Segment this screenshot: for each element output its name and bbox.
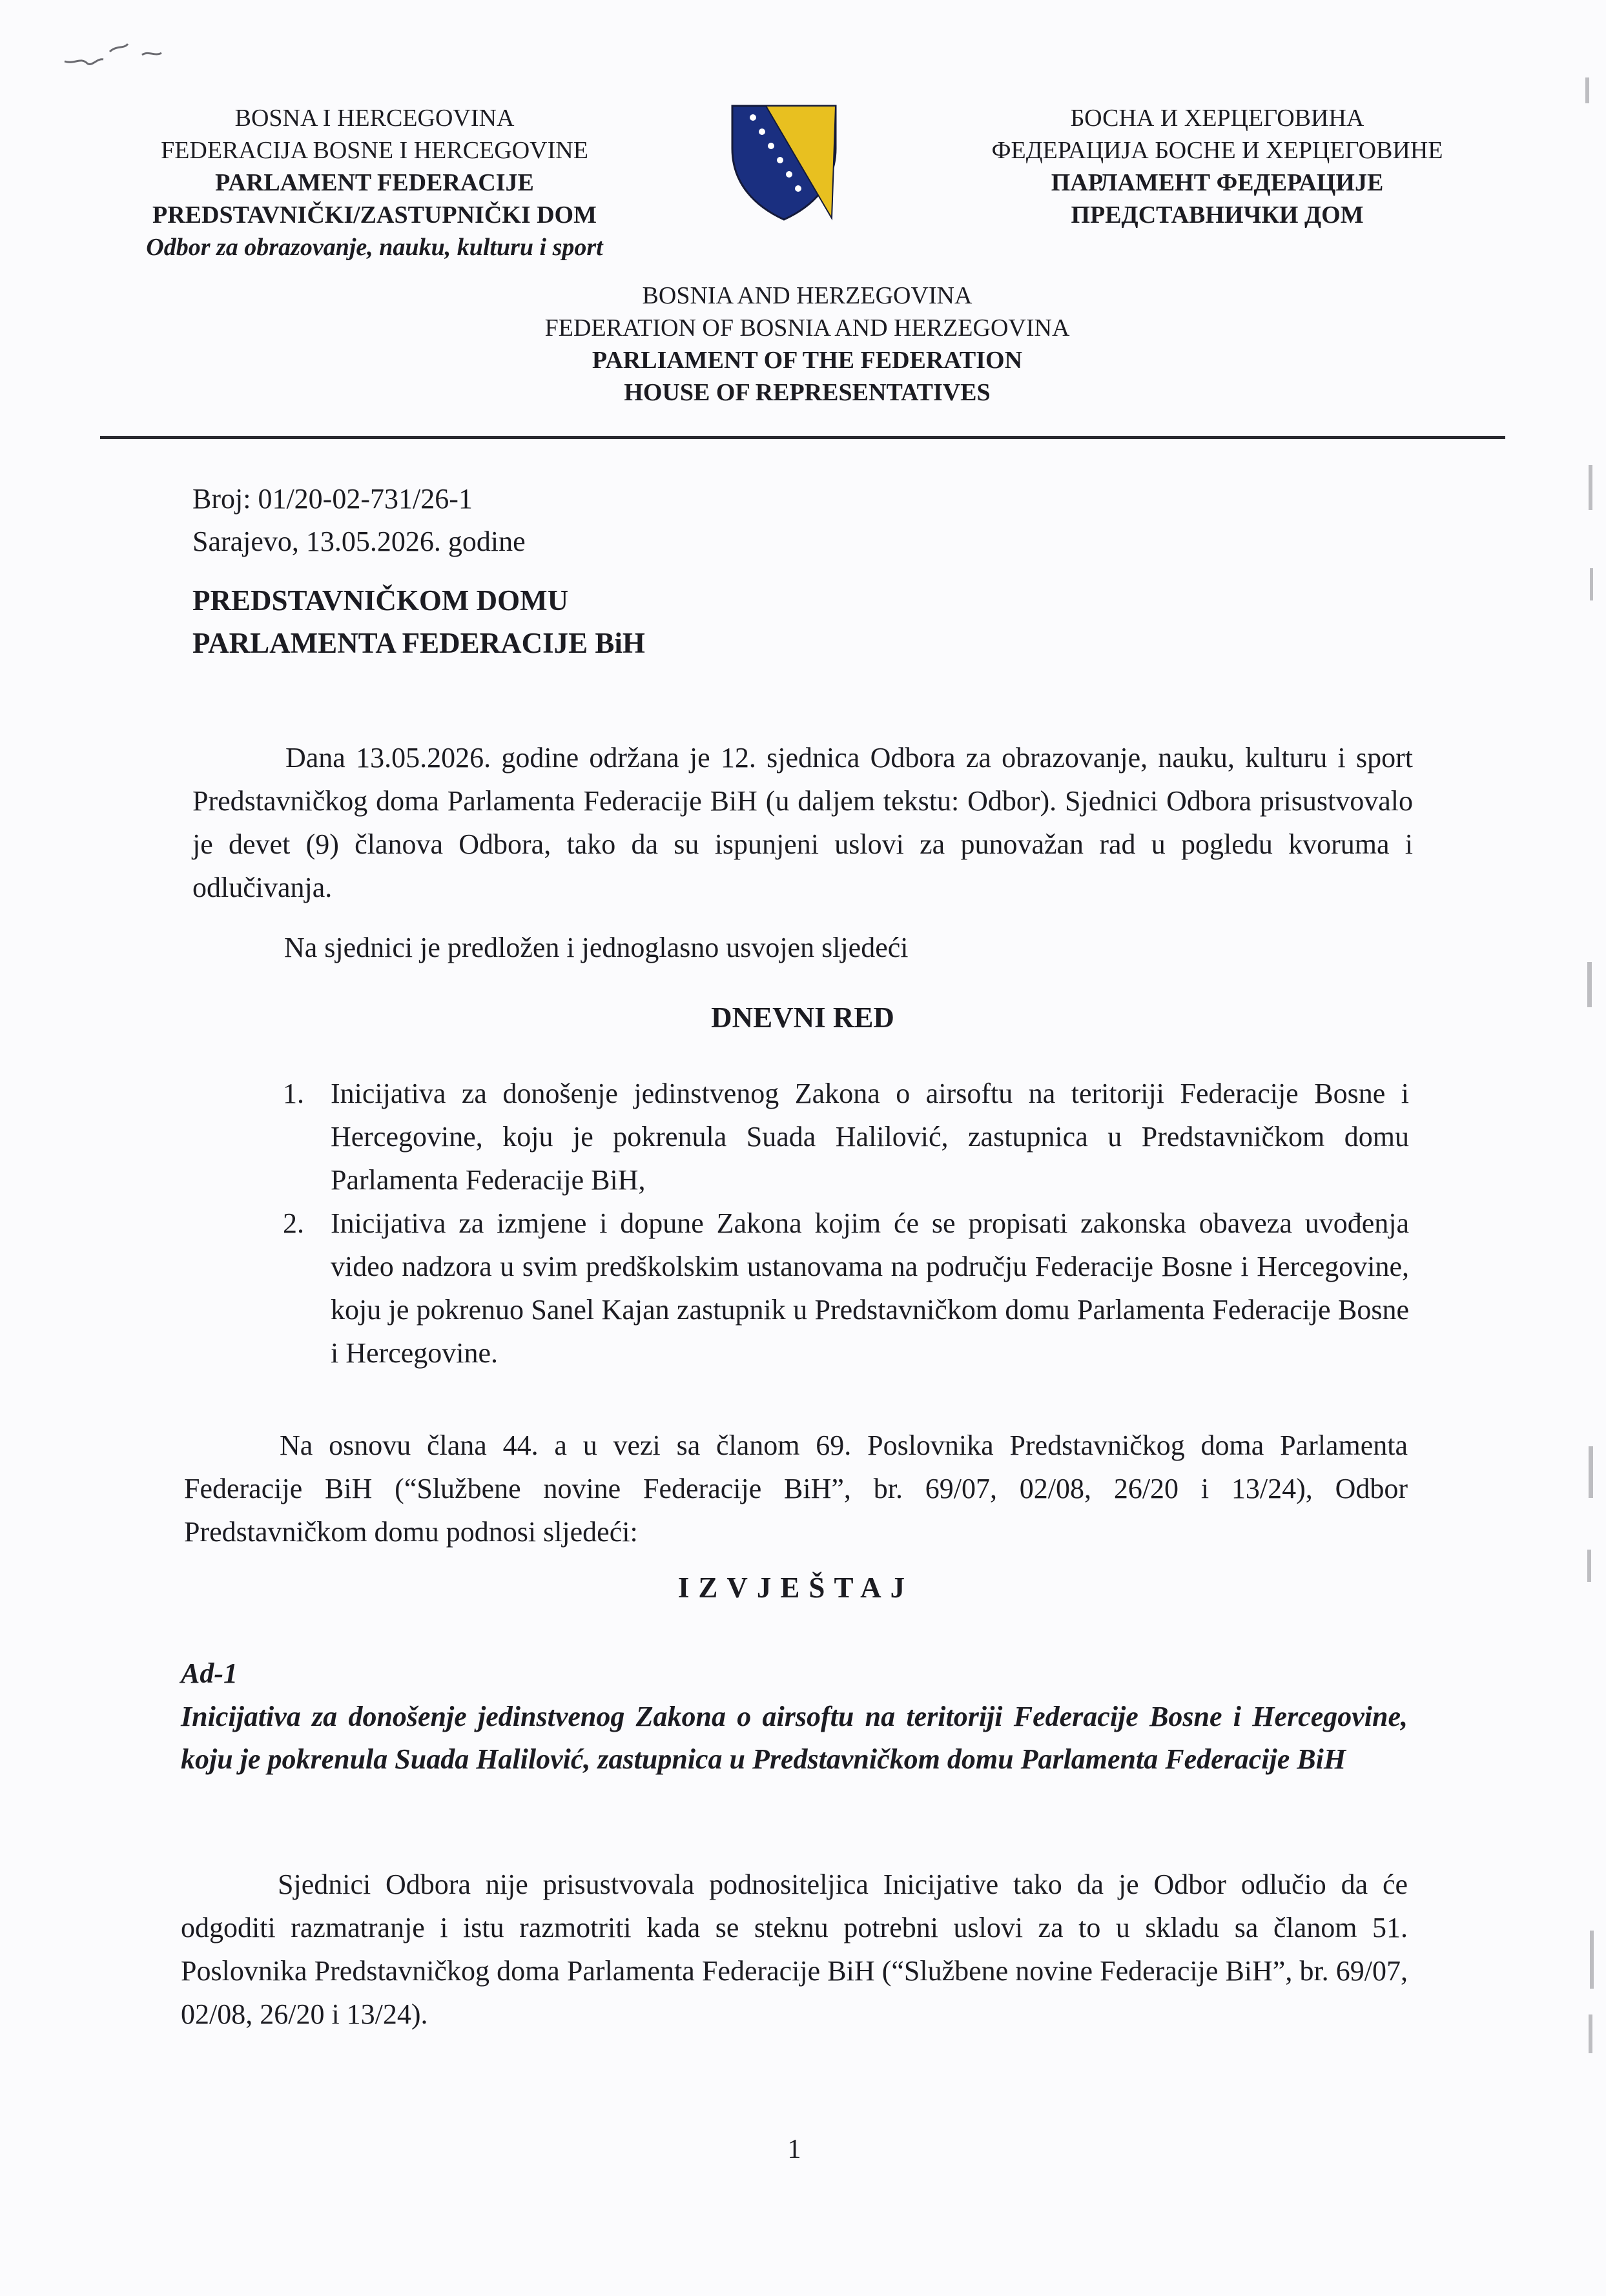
document-meta: [192, 478, 967, 563]
legal-basis-paragraph: Na osnovu člana 44. a u vezi sa članom 69. Poslovnika Predstavničkog doma Parlamenta Federacije BiH (“Službene novine Federacije BiH”, br. 69/07, 02/08, 26/20 i 13/24), Odbor Predstavničkom domu podnosi sljedeći:: [184, 1430, 1408, 1548]
addressee: [192, 579, 1032, 664]
header-left-country: BOSNA I HERCEGOVINA: [234, 105, 515, 132]
header-en-house: HOUSE OF REPRESENTATIVES: [624, 379, 991, 406]
scan-edge-noise: [1590, 568, 1593, 600]
agenda-item-text: Inicijativa za izmjene i dopune Zakona kojim će se propisati zakonska obaveza uvođenja video nadzora u svim predškolskim ustanovama na području Federacije Bosne i Hercegovine, koju je pokrenuo Sanel Kajan zastupnik u Predstavničkom domu Parlamenta Federacije Bosne i Hercegovine.: [331, 1207, 1409, 1369]
header-right-entity: ФЕДЕРАЦИЈА БОСНЕ И ХЕРЦЕГОВИНЕ: [991, 137, 1443, 164]
addressee-line1: PREDSTAVNIČKOM DOMU: [192, 584, 569, 617]
header-left-parliament: PARLAMENT FEDERACIJE: [215, 169, 534, 196]
scan-edge-noise: [1587, 1550, 1591, 1582]
agenda-item: [271, 1202, 1409, 1375]
agenda-intro: Na sjednici je predložen i jednoglasno usvojen sljedeći: [284, 932, 909, 963]
header-left-house: PREDSTAVNIČKI/ZASTUPNIČKI DOM: [152, 201, 597, 229]
ad1-section: [181, 1653, 1408, 1781]
agenda-title: DNEVNI RED: [711, 1001, 894, 1034]
agenda-item-text: Inicijativa za donošenje jedinstvenog Zakona o airsoftu na teritoriji Federacije Bosne i Hercegovine, koju je pokrenula Suada Halilović, zastupnica u Predstavničkom domu Parlamenta Federacije BiH,: [331, 1078, 1409, 1196]
scan-edge-noise: [1590, 1931, 1594, 1989]
document-number: Broj: 01/20-02-731/26-1: [192, 483, 473, 515]
addressee-line2: PARLAMENTA FEDERACIJE BiH: [192, 627, 645, 659]
intro-paragraph: Dana 13.05.2026. godine održana je 12. sjednica Odbora za obrazovanje, nauku, kulturu i sport Predstavničkog doma Parlamenta Federacije BiH (u daljem tekstu: Odbor). Sjednici Odbora prisustvovalo je devet (9) članova Odbora, tako da su ispunjeni uslovi za punovažan rad u pogledu kvoruma i odlučivanja.: [192, 742, 1413, 903]
header-right: [930, 102, 1505, 231]
scan-edge-noise: [1585, 77, 1589, 103]
header-en-country: BOSNIA AND HERZEGOVINA: [642, 282, 973, 309]
header-left-committee: Odbor za obrazovanje, nauku, kulturu i sport: [146, 234, 603, 261]
report-title: IZVJEŠTAJ: [677, 1572, 914, 1604]
header-divider: [100, 436, 1505, 439]
header-english: [452, 280, 1162, 409]
scan-edge-noise: [1587, 962, 1592, 1007]
scan-edge-noise: [1589, 2014, 1592, 2053]
header-left: [116, 102, 633, 263]
document-place-date: Sarajevo, 13.05.2026. godine: [192, 526, 526, 557]
handwritten-mark: [52, 26, 181, 84]
scan-edge-noise: [1589, 1446, 1593, 1498]
header-en-entity: FEDERATION OF BOSNIA AND HERZEGOVINA: [544, 314, 1070, 342]
coat-of-arms-icon: [728, 103, 839, 222]
agenda-item: [271, 1072, 1409, 1202]
agenda-item-number: 2.: [283, 1207, 304, 1239]
header-right-country: БОСНА И ХЕРЦЕГОВИНА: [1070, 105, 1364, 132]
header-en-parliament: PARLIAMENT OF THE FEDERATION: [592, 347, 1023, 374]
agenda-item-number: 1.: [283, 1078, 304, 1109]
ad1-paragraph: Sjednici Odbora nije prisustvovala podnositeljica Inicijative tako da je Odbor odlučio da će odgoditi razmatranje i istu razmotriti kada se steknu potrebni uslovi za to u skladu sa članom 51. Poslovnika Predstavničkog doma Parlamenta Federacije BiH (“Službene novine Federacije BiH”, br. 69/07, 02/08, 26/20 i 13/24).: [181, 1869, 1408, 2030]
agenda-list: [271, 1072, 1409, 1375]
header-right-parliament: ПАРЛАМЕНТ ФЕДЕРАЦИЈЕ: [1051, 169, 1384, 196]
ad1-label: Ad-1: [181, 1657, 238, 1689]
page-number: 1: [787, 2135, 801, 2164]
scan-edge-noise: [1589, 465, 1592, 510]
header-right-house: ПРЕДСТАВНИЧКИ ДОМ: [1071, 201, 1364, 229]
ad1-title: Inicijativa za donošenje jedinstvenog Zakona o airsoftu na teritoriji Federacije Bosne i Hercegovine, koju je pokrenula Suada Halilović, zastupnica u Predstavničkom domu Parlamenta Federacije BiH: [181, 1701, 1408, 1775]
header-left-entity: FEDERACIJA BOSNE I HERCEGOVINE: [161, 137, 588, 164]
